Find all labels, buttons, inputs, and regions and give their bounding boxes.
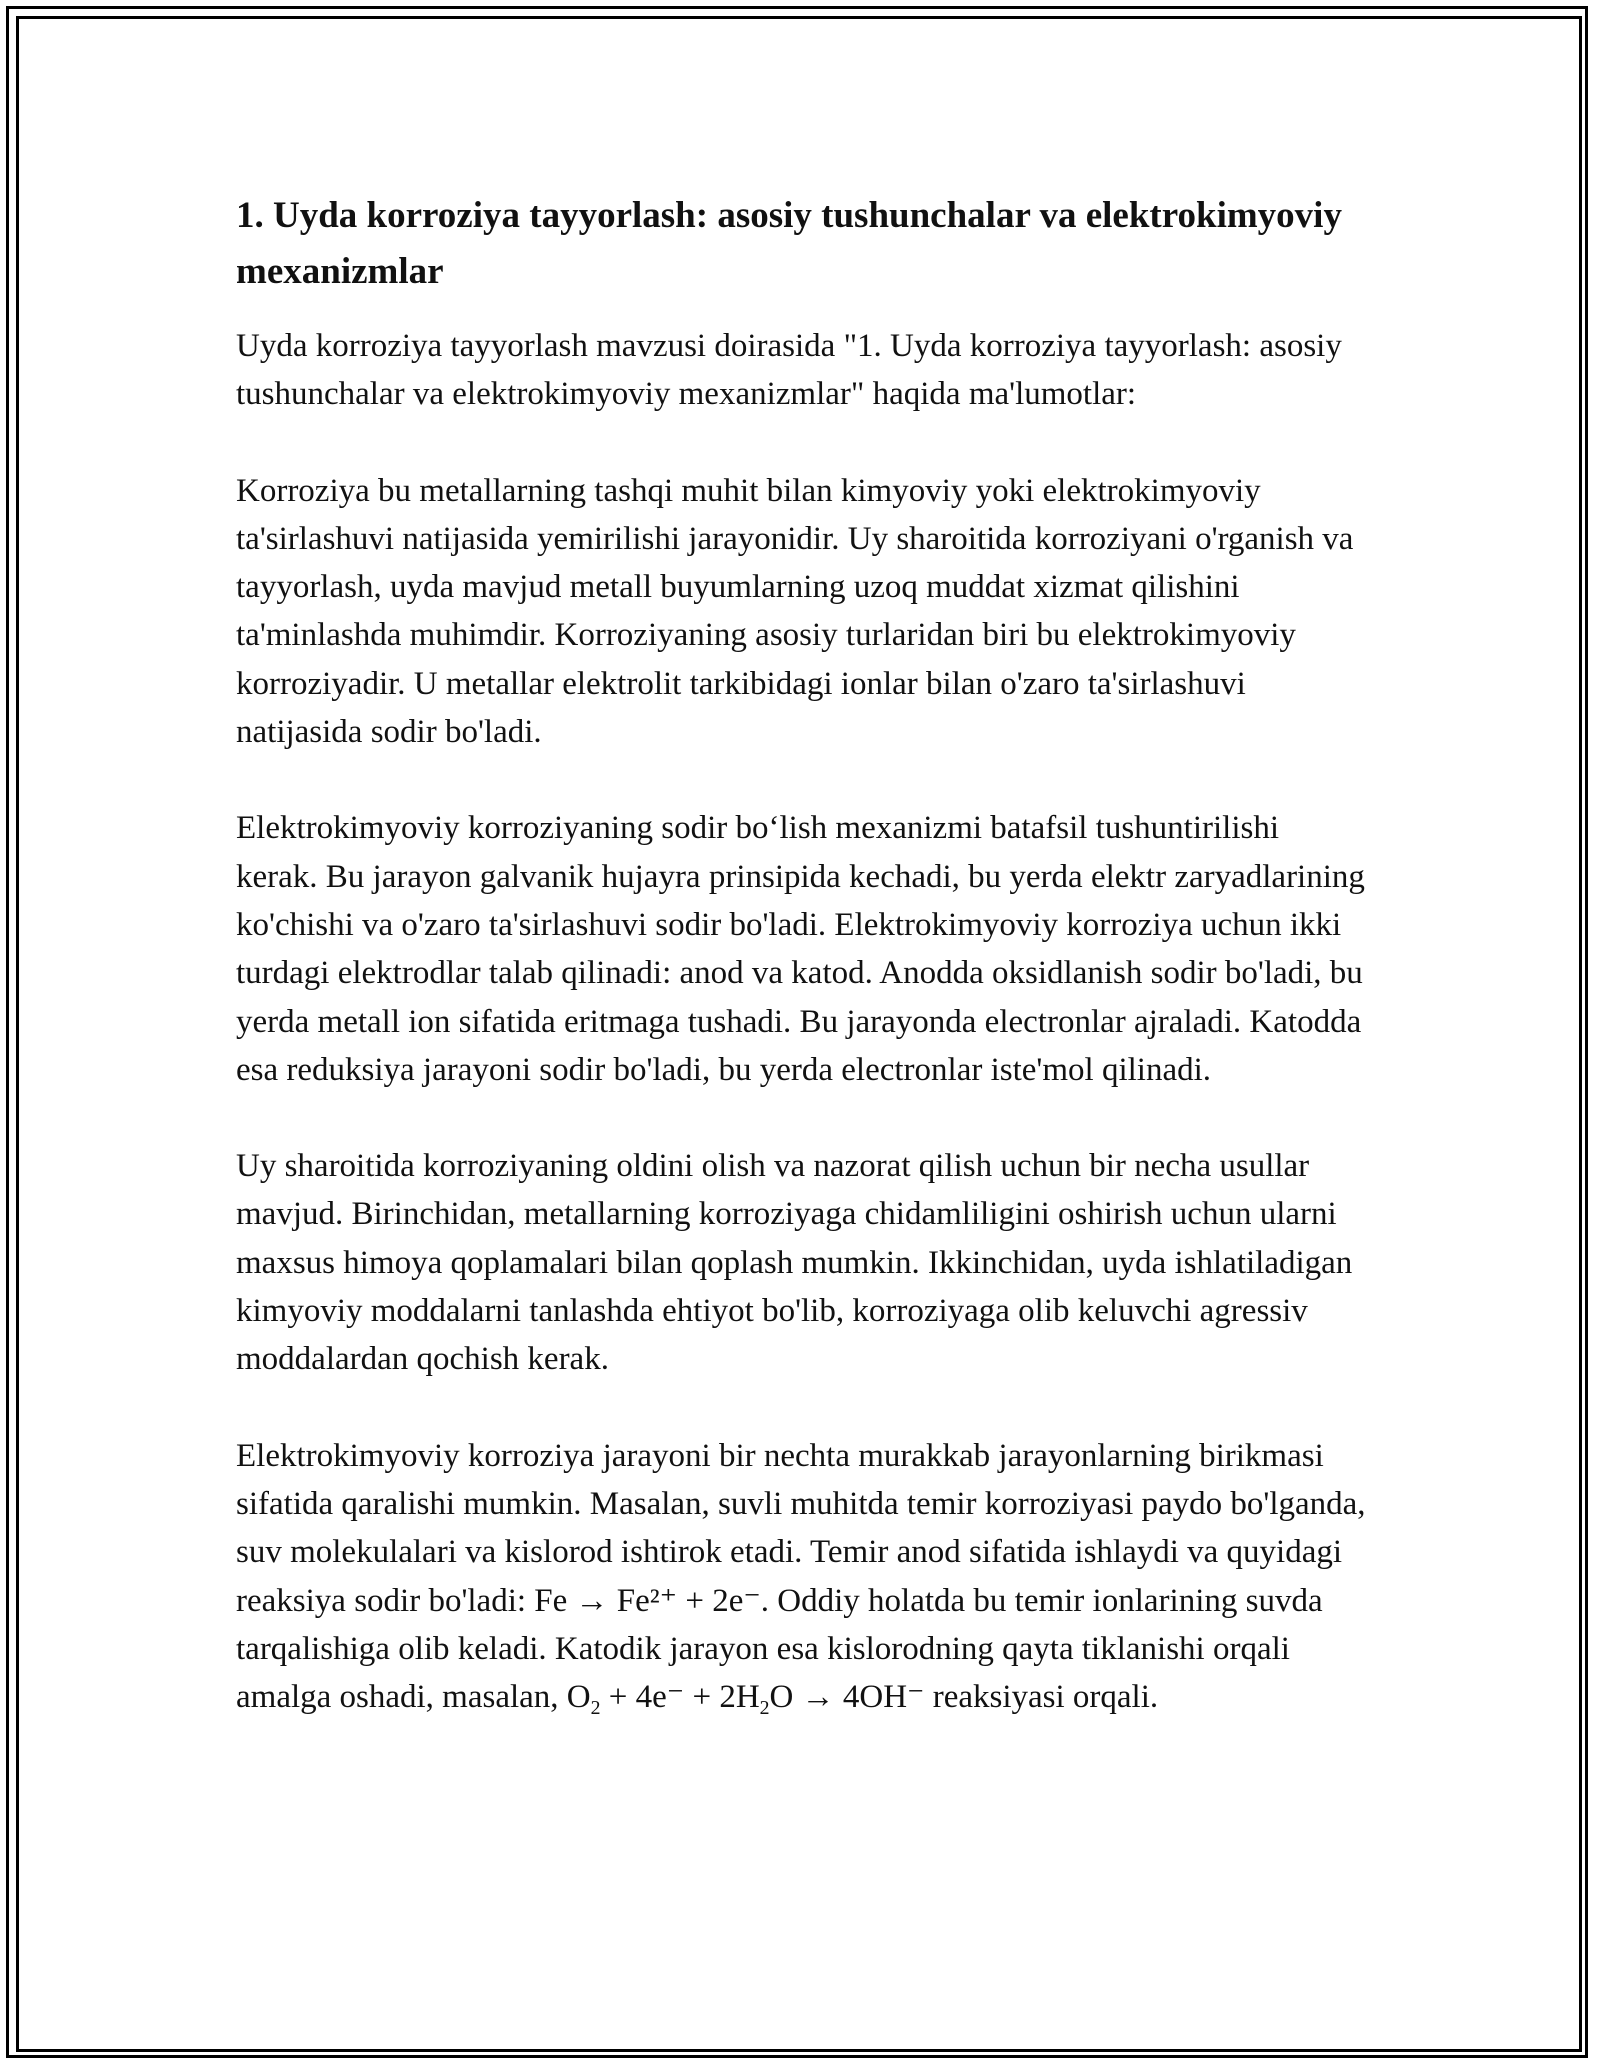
reactions-text-part1: Elektrokimyoviy korroziya jarayoni bir nechta murakkab jarayonlarning birikmasi sifatida qaralishi mumkin. Masalan, suvli muhitda temir korroziyasi paydo bo'lganda, suv molekulalari va kislorod ishtirok etadi. Temir anod sifatida ishlaydi va quyidagi reaksiya sodir bo'ladi: Fe → Fe²⁺ + 2e⁻. Oddiy holatda bu temir ionlarining suvda tarqalishiga olib keladi. Katodik jarayon esa kislorodning qayta tiklanishi orqali amalga oshadi, masalan, O (236, 1437, 1366, 1716)
reactions-text-part3: O → 4OH⁻ reaksiyasi orqali. (769, 1679, 1159, 1716)
paragraph-definition: Korroziya bu metallarning tashqi muhit bilan kimyoviy yoki elektrokimyoviy ta'sirlashuvi natijasida yemirilishi jarayonidir. Uy sharoitida korroziyani o'rganish va tayyorlash, uyda mavjud metall buyumlarning uzoq muddat xizmat qilishini ta'minlashda muhimdir. Korroziyaning asosiy turlaridan biri bu elektrokimyoviy korroziyadir. U metallar elektrolit tarkibidagi ionlar bilan o'zaro ta'sirlashuvi natijasida sodir bo'ladi. (236, 472, 1354, 751)
reactions-text-part2: + 4e⁻ + 2H (600, 1679, 760, 1716)
paragraph-reactions (236, 1432, 1366, 1722)
section-heading: 1. Uyda korroziya tayyorlash: asosiy tushunchalar va elektrokimyoviy mexanizmlar (236, 195, 1342, 292)
paragraph-mechanism: Elektrokimyoviy korroziyaning sodir bo‘lish mexanizmi batafsil tushuntirilishi kerak. Bu jarayon galvanik hujayra prinsipida kechadi, bu yerda elektr zaryadlarining ko'chishi va o'zaro ta'sirlashuvi sodir bo'ladi. Elektrokimyoviy korroziya uchun ikki turdagi elektrodlar talab qilinadi: anod va katod. Anodda oksidlanish sodir bo'ladi, bu yerda metall ion sifatida eritmaga tushadi. Bu jarayonda electronlar ajraladi. Katodda esa reduksiya jarayoni sodir bo'ladi, bu yerda electronlar iste'mol qilinadi. (236, 810, 1365, 1088)
oxygen-subscript: 2 (590, 1697, 601, 1720)
hydrogen-subscript: 2 (759, 1697, 770, 1720)
document-body (236, 188, 1366, 1769)
intro-paragraph: Uyda korroziya tayyorlash mavzusi doirasida "1. Uyda korroziya tayyorlash: asosiy tushunchalar va elektrokimyoviy mexanizmlar" haqida ma'lumotlar: (236, 328, 1342, 413)
paragraph-prevention: Uy sharoitida korroziyaning oldini olish va nazorat qilish uchun bir necha usullar mavjud. Birinchidan, metallarning korroziyaga chidamliligini oshirish uchun ularni maxsus himoya qoplamalari bilan qoplash mumkin. Ikkinchidan, uyda ishlatiladigan kimyoviy moddalarni tanlashda ehtiyot bo'lib, korroziyaga olib keluvchi agressiv moddalardan qochish kerak. (236, 1148, 1353, 1378)
